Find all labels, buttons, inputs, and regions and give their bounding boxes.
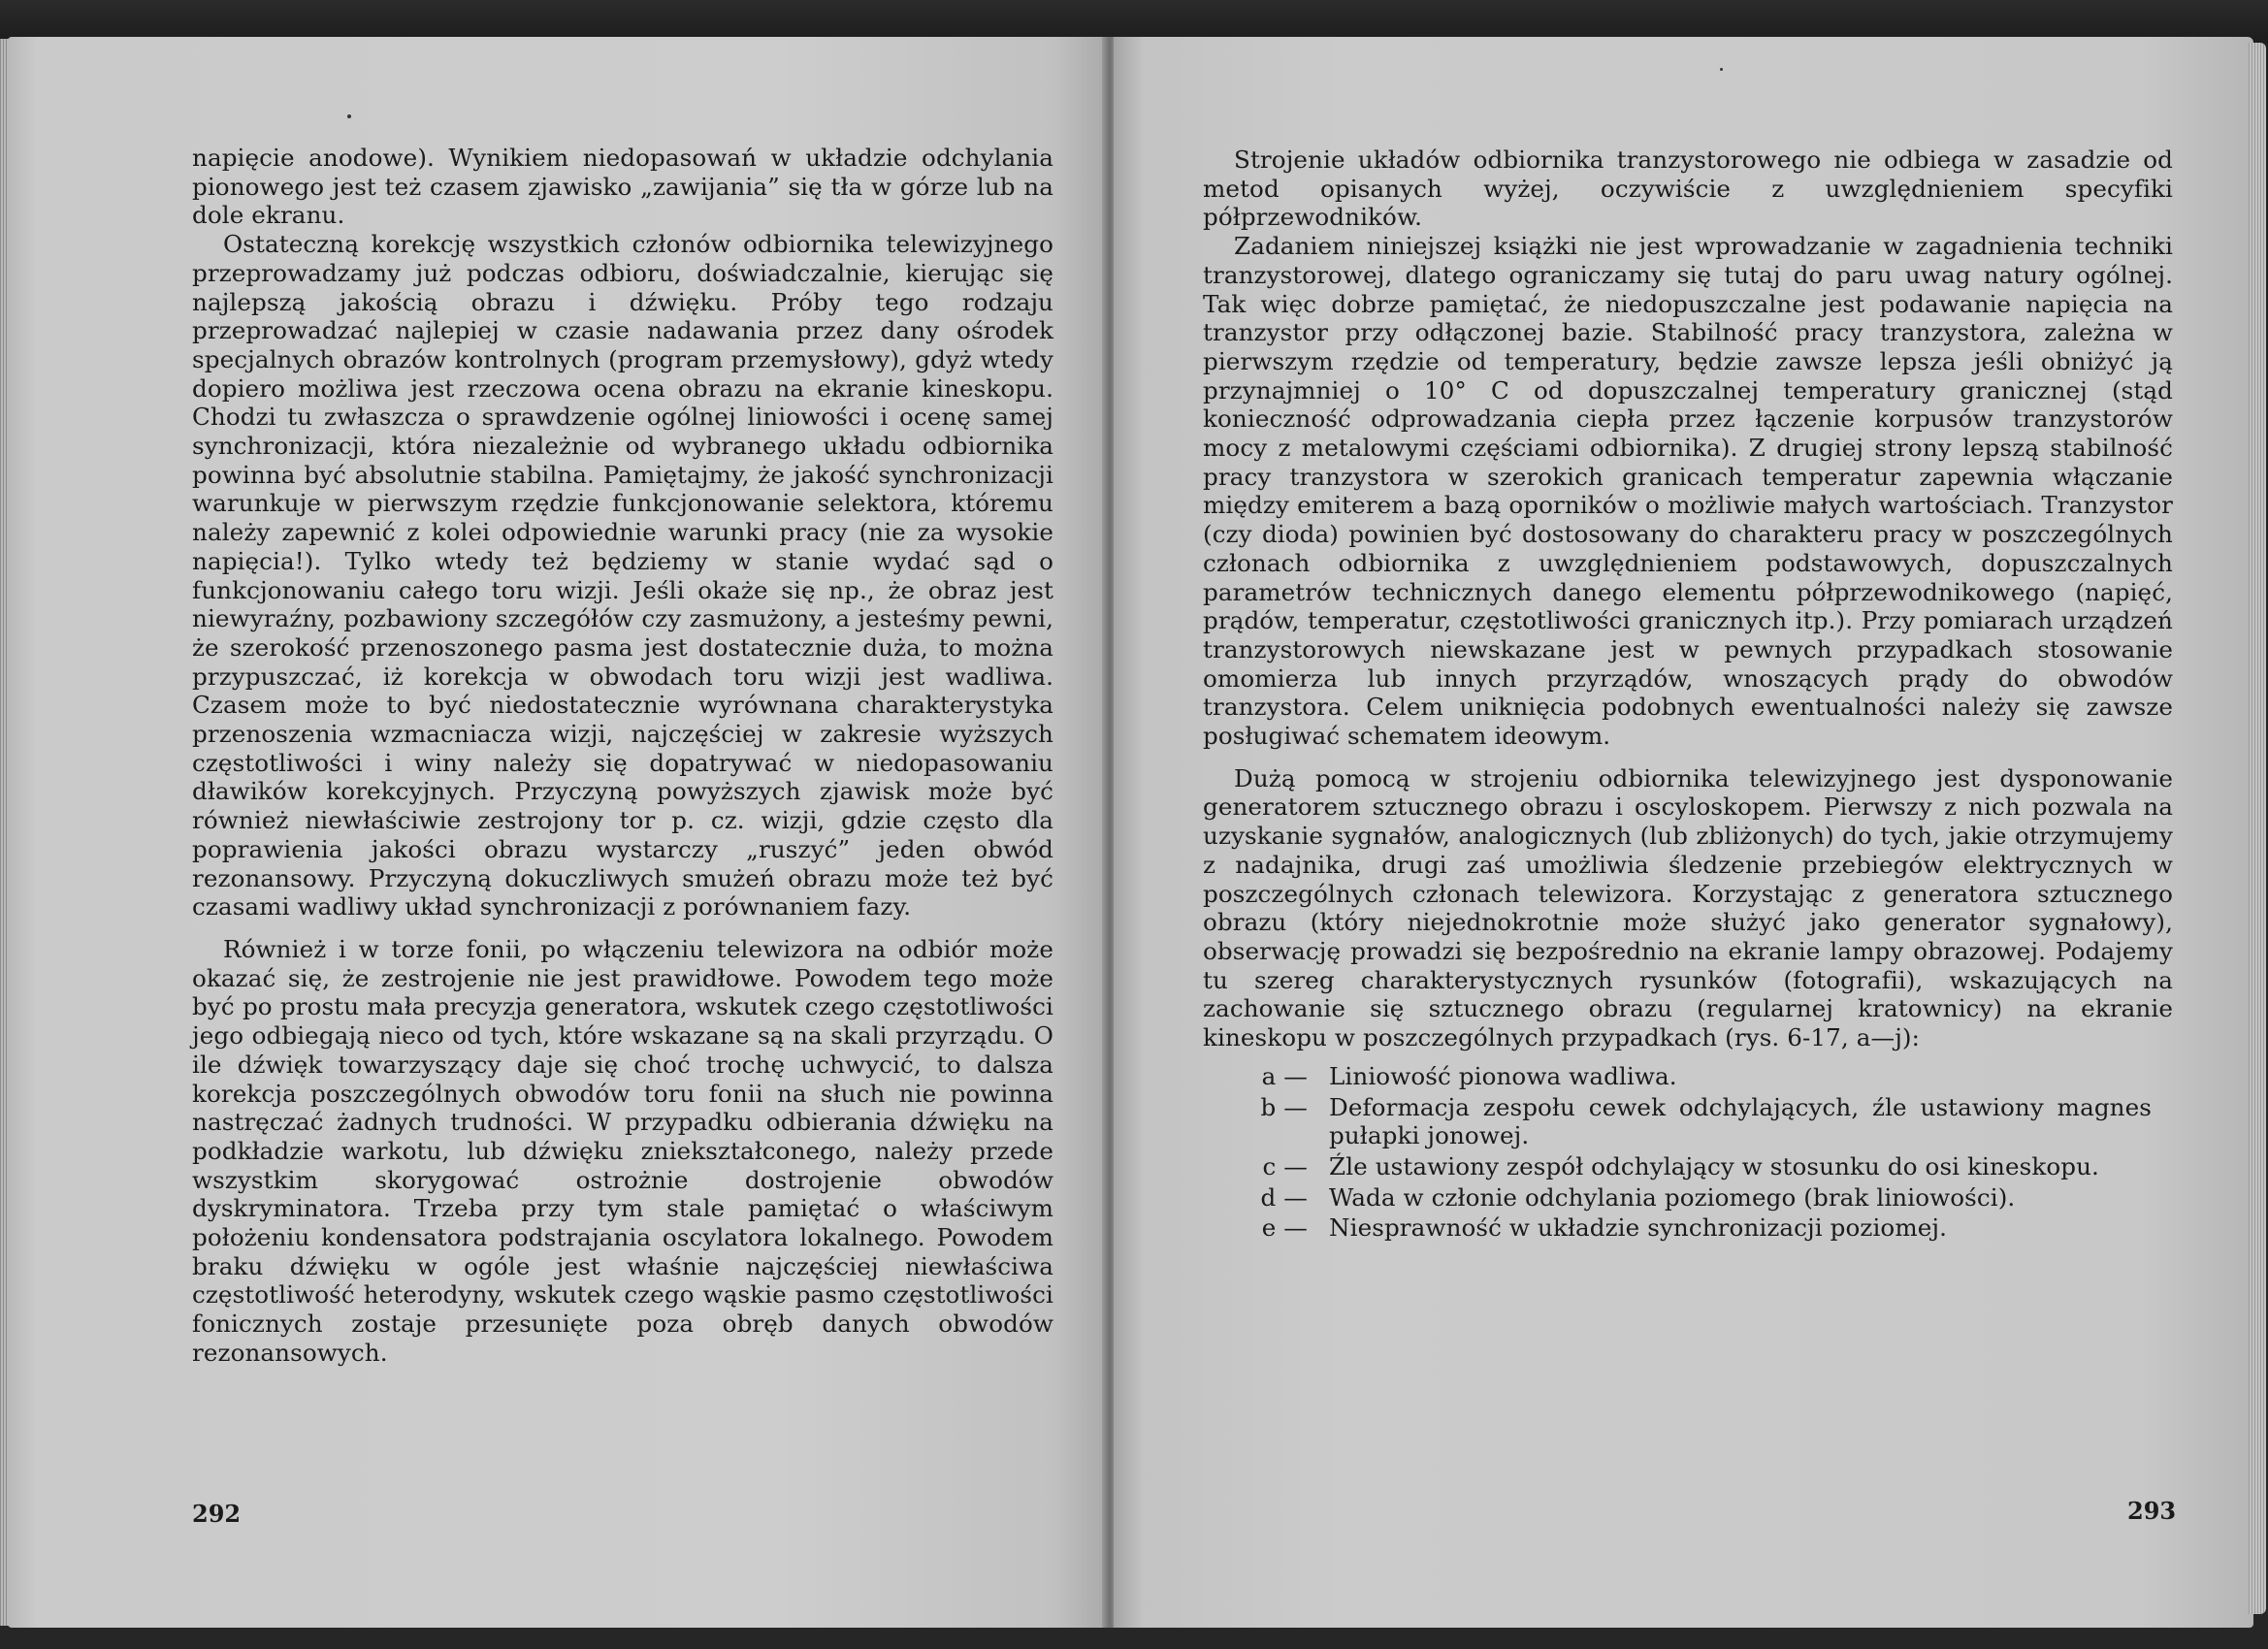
list-item-text: Liniowość pionowa wadliwa. — [1329, 1061, 1677, 1090]
page-number: 293 — [2127, 1497, 2177, 1525]
page-number: 292 — [192, 1500, 242, 1528]
list-item-text: Deformacja zespołu cewek odchylających, źle ustawiony magnes pułapki jonowej. — [1329, 1092, 2152, 1150]
paragraph: Ostateczną korekcję wszystkich członów odbiornika telewizyjnego przeprowadzamy już podczas odbioru, doświadczalnie, kierując się najlepszą jakością obrazu i dźwięku. Próby tego rodzaju przeprowadzać najlepiej w czasie nadawania przez dany ośrodek specjalnych obrazów kontrolnych (program przemysłowy), gdyż wtedy dopiero możliwa jest rzeczowa ocena obrazu na ekranie kineskopu. Chodzi tu zwłaszcza o sprawdzenie ogólnej liniowości i ocenę samej synchronizacji, która niezależnie od wybranego układu odbiornika powinna być absolutnie stabilna. Pamiętajmy, że jakość synchronizacji warunkuje w pierwszym rzędzie funkcjonowanie selektora, któremu należy zapewnić z kolei odpowiednie warunki pracy (nie za wysokie napięcia!). Tylko wtedy też będziemy w stanie wydać sąd o funkcjonowaniu całego toru wizji. Jeśli okaże się np., że obraz jest niewyraźny, pozbawiony szczegółów czy zasmużony, a jesteśmy pewni, że szerokość przenoszonego pasma jest dostatecznie duża, to można przypuszczać, iż korekcja w obwodach toru wizji jest wadliwa. Czasem może to być niedostatecznie wyrównana charakterystyka przenoszenia wzmacniacza wizji, najczęściej w zakresie wyższych częstotliwości i winy należy się dopatrywać w niedopasowaniu dławików korekcyjnych. Przyczyną powyższych zjawisk może być również niewłaściwie zestrojony tor p. cz. wizji, gdzie często dla poprawienia jakości obrazu wystarczy „ruszyć” jeden obwód rezonansowy. Przyczyną dokuczliwych smużeń obrazu może też być czasami wadliwy układ synchronizacji z porównaniem fazy. — [192, 230, 1053, 922]
paragraph: Również i w torze fonii, po włączeniu telewizora na odbiór może okazać się, że zestrojenie nie jest prawidłowe. Powodem tego może być po prostu mała precyzja generatora, wskutek czego częstotliwości jego odbiegają nieco od tych, które wskazane są na skali przyrządu. O ile dźwięk towarzyszący daje się choć trochę uchwycić, to dalsza korekcja poszczególnych obwodów toru fonii na słuch nie powinna nastręczać żadnych trudności. W przypadku odbierania dźwięku na podkładzie warkotu, lub dźwięku zniekształconego, należy przede wszystkim skorygować ostrożnie dostrojenie obwodów dyskryminatora. Trzeba przy tym stale pamiętać o właściwym położeniu kondensatora podstrajania oscylatora lokalnego. Powodem braku dźwięku w ogóle jest właśnie najczęściej niewłaściwa częstotliwość heterodyny, wskutek czego wąskie pasmo częstotliwości fonicznych zostaje przesunięte poza obręb danych obwodów rezonansowych. — [192, 934, 1053, 1367]
figure-caption-list — [1203, 1062, 2173, 1243]
list-item — [1203, 1213, 2173, 1243]
list-item — [1203, 1093, 2173, 1150]
list-item-label: c — — [1262, 1151, 1308, 1180]
print-speck — [347, 114, 351, 118]
right-page — [1114, 37, 2253, 1628]
paragraph: Dużą pomocą w strojeniu odbiornika telewizyjnego jest dysponowanie generatorem sztucznego obrazu i oscyloskopem. Pierwszy z nich pozwala na uzyskanie sygnałów, analogicznych (lub zbliżonych) do tych, jakie otrzymujemy z nadajnika, drugi zaś umożliwia śledzenie przebiegów elektrycznych w poszczególnych członach telewizora. Korzystając z generatora sztucznego obrazu (który niejednokrotnie może służyć jako generator sygnałowy), obserwację prowadzi się bezpośrednio na ekranie lampy obrazowej. Podajemy tu szereg charakterystycznych rysunków (fotografii), wskazujących na zachowanie się sztucznego obrazu (regularnej kratownicy) na ekranie kineskopu w poszczególnych przypadkach (rys. 6-17, a—j): — [1203, 763, 2173, 1052]
list-item-text: Źle ustawiony zespół odchylający w stosunku do osi kineskopu. — [1329, 1151, 2099, 1180]
right-page-body — [1203, 146, 2173, 1245]
list-item — [1203, 1152, 2173, 1181]
paragraph: napięcie anodowe). Wynikiem niedopasowań w układzie odchylania pionowego jest też czasem zjawisko „zawijania” się tła w górze lub na dole ekranu. — [192, 144, 1053, 230]
list-item-text: Niesprawność w układzie synchronizacji poziomej. — [1329, 1213, 1948, 1243]
list-item-label: a — — [1261, 1061, 1308, 1090]
list-item-label: d — — [1260, 1182, 1308, 1212]
list-item — [1203, 1062, 2173, 1091]
list-item-label: b — — [1260, 1092, 1308, 1121]
list-item-label: e — — [1261, 1213, 1308, 1243]
print-speck — [1720, 68, 1723, 71]
paragraph: Strojenie układów odbiornika tranzystorowego nie odbiega w zasadzie od metod opisanych wyżej, oczywiście z uwzględnieniem specyfiki półprzewodników. — [1203, 146, 2173, 232]
left-page — [8, 37, 1109, 1628]
paragraph: Zadaniem niniejszej książki nie jest wprowadzanie w zagadnienia techniki tranzystorowej, dlatego ograniczamy się tutaj do paru uwag natury ogólnej. Tak więc dobrze pamiętać, że niedopuszczalne jest podawanie napięcia na tranzystor przy odłączonej bazie. Stabilność pracy tranzystora, zależna w pierwszym rzędzie od temperatury, będzie zawsze lepsza jeśli obniżyć ją przynajmniej o 10° C od dopuszczalnej temperatury granicznej (stąd konieczność odprowadzania ciepła przez łączenie korpusów tranzystorów mocy z metalowymi częściami odbiornika). Z drugiej strony lepszą stabilność pracy tranzystora w szerokich granicach temperatur zapewnia włączanie między emiterem a bazą oporników o możliwie małych wartościach. Tranzystor (czy dioda) powinien być dostosowany do charakteru pracy w poszczególnych członach odbiornika z uwzględnieniem podstawowych, dopuszczalnych parametrów technicznych danego elementu półprzewodnikowego (napięć, prądów, temperatur, częstotliwości granicznych itp.). Przy pomiarach urządzeń tranzystorowych niewskazane jest w pewnych przypadkach stosowanie omomierza lub innych przyrządów, wnoszących prądy do obwodów tranzystora. Celem uniknięcia podobnych ewentualności należy się zawsze posługiwać schematem ideowym. — [1203, 232, 2173, 751]
left-page-body — [192, 144, 1053, 1368]
list-item — [1203, 1183, 2173, 1212]
right-page-edges — [2249, 43, 2266, 1614]
list-item-text: Wada w członie odchylania poziomego (brak liniowości). — [1329, 1182, 2016, 1212]
